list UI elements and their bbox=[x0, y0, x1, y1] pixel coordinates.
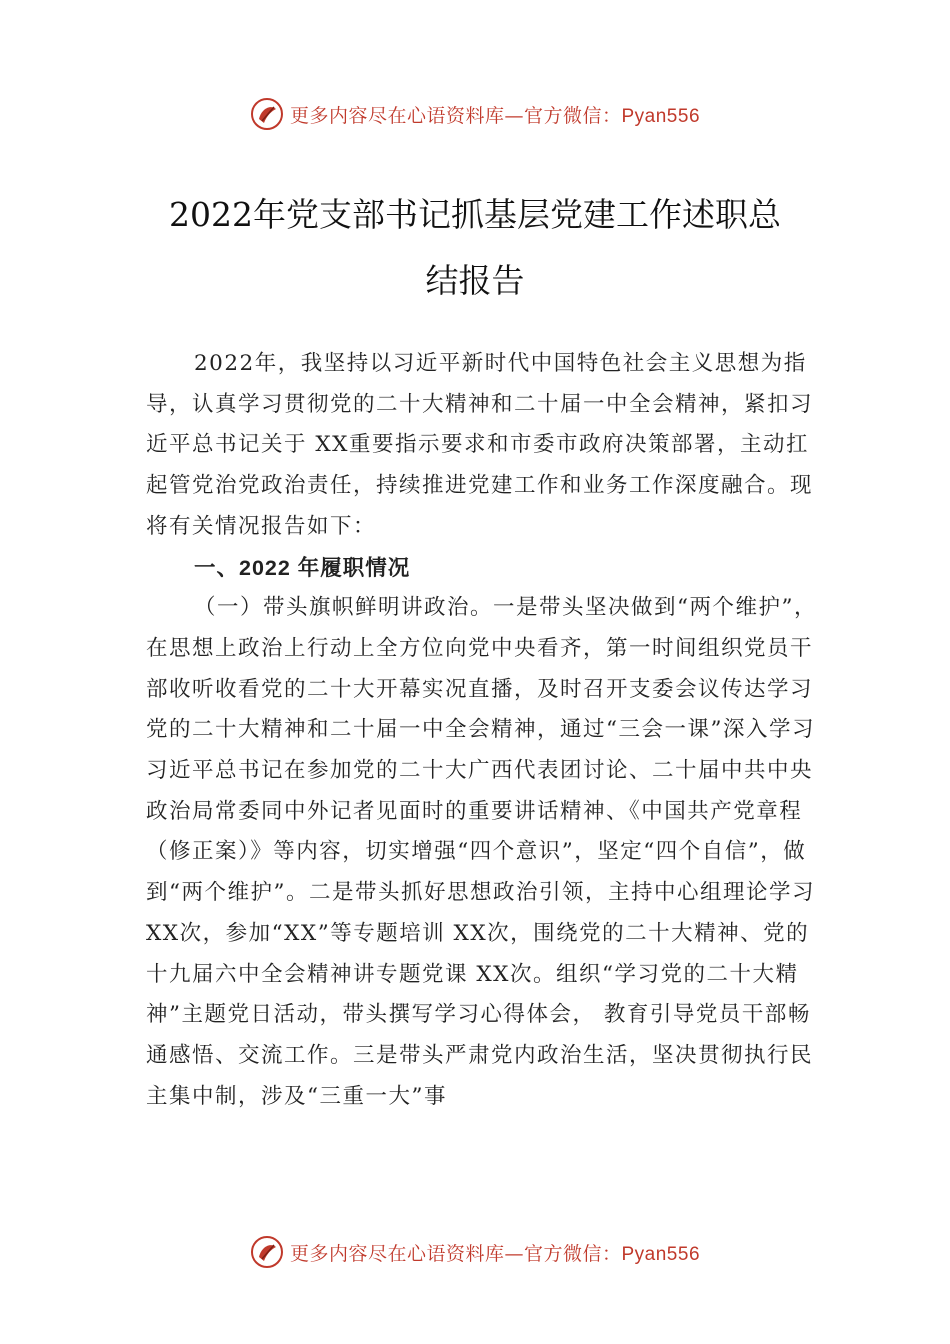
watermark-banner-top bbox=[0, 94, 950, 134]
watermark-banner-bottom bbox=[0, 1232, 950, 1272]
watermark-handle: Pyan556 bbox=[621, 105, 701, 127]
logo-icon bbox=[250, 1235, 284, 1269]
intro-paragraph: 2022年，我坚持以习近平新时代中国特色社会主义思想为指导，认真学习贯彻党的二十大精神和二十届一中全会精神，紧扣习近平总书记关于 XX重要指示要求和市委市政府决策部署，主动扛起管党治党政治责任，持续推进党建工作和业务工作深度融合。现将有关情况报告如下： bbox=[146, 351, 814, 539]
logo-icon bbox=[250, 97, 284, 131]
watermark-handle: Pyan556 bbox=[621, 1243, 701, 1265]
title-line-2: 结报告 bbox=[425, 261, 525, 300]
watermark-text: 更多内容尽在心语资料库—官方微信：Pyan556 bbox=[289, 104, 701, 127]
section-paragraph: （一）带头旗帜鲜明讲政治。一是带头坚决做到“两个维护”，在思想上政治上行动上全方位向党中央看齐，第一时间组织党员干部收听收看党的二十大开幕实况直播，及时召开支委会议传达学习党的二十大精神和二十届一中全会精神，通过“三会一课”深入学习习近平总书记在参加党的二十大广西代表团讨论、二十届中共中央政治局常委同中外记者见面时的重要讲话精神、《中国共产党章程（修正案）》等内容，切实增强“四个意识”，坚定“四个自信”，做到“两个维护”。二是带头抓好思想政治引领，主持中心组理论学习XX次，参加“XX”等专题培训 XX次，围绕党的二十大精神、党的十九届六中全会精神讲专题党课 XX次。组织“学习党的二十大精神”主题党日活动，带头撰写学习心得体会， 教育引导党员干部畅通感悟、交流工作。三是带头严肃党内政治生活，坚决贯彻执行民主集中制，涉及“三重一大”事 bbox=[146, 595, 817, 1109]
document-body bbox=[146, 344, 822, 1117]
title-line-1: 2022年党支部书记抓基层党建工作述职总 bbox=[169, 195, 781, 234]
watermark-text: 更多内容尽在心语资料库—官方微信：Pyan556 bbox=[289, 1242, 701, 1265]
document-title bbox=[110, 182, 840, 314]
section-heading: 一、2022 年履职情况 bbox=[194, 555, 411, 580]
